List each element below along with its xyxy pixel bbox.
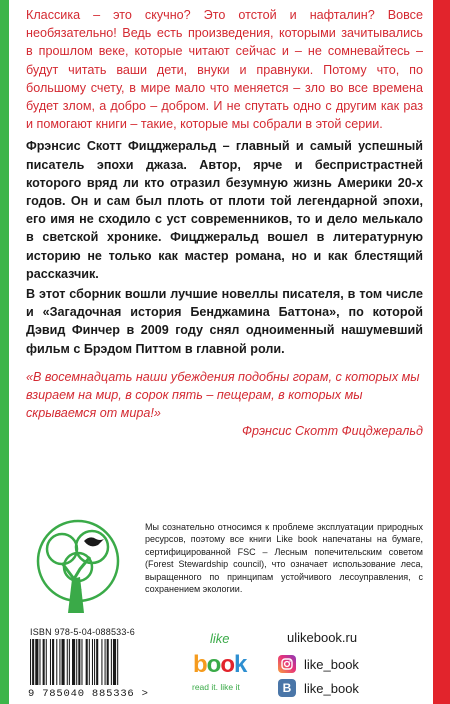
collection-description: В этот сборник вошли лучшие новеллы писателя, в том числе и «Загадочная история Бенджамина Баттона», по которой Дэвид Финчер в 2009 году снял одноименный нашумевший фильм с Брэдом Питтом в главной роли. — [26, 287, 423, 356]
barcode-bar — [111, 639, 112, 685]
barcode-bar — [35, 639, 38, 685]
logo-tagline: read it. like it — [192, 682, 240, 692]
vk-handle: like_book — [304, 680, 359, 696]
quote-author: Фрэнсис Скотт Фицджеральд — [241, 424, 423, 439]
barcode-bar — [86, 639, 88, 685]
logo-book-letter: o — [206, 651, 221, 678]
logo-like-word: like — [210, 631, 230, 646]
barcode-bar — [46, 639, 47, 685]
likebook-logo — [188, 627, 260, 699]
author-bio-paragraph: Фрэнсис Скотт Фицджеральд – главный и самый успешный писатель эпохи джаза. Автор, ярче и беспристрастней которого вряд ли кто отразил безумную жизнь Америки 20-х годов. Он и сам был плоть от плоти той легендарной эпохи, его имя не сходило с уст современников, то и дело мелькало в светской хронике. Фицджеральд вошел в литературную историю не только как мастер романа, но и как блестящий рассказчик. — [26, 139, 423, 281]
barcode-block — [28, 627, 180, 700]
barcode-bar — [69, 639, 70, 685]
fsc-tree-icon — [28, 517, 128, 615]
barcode-bar — [92, 639, 93, 685]
barcode-bar — [39, 639, 40, 685]
barcode-bar — [89, 639, 90, 685]
barcode-bar — [62, 639, 65, 685]
barcode-bar — [101, 639, 102, 685]
barcode-number: 9 785040 885336 > — [28, 688, 149, 700]
barcode-bar — [107, 639, 109, 685]
right-red-stripe — [433, 0, 450, 704]
barcode-image — [28, 639, 178, 687]
website-url: ulikebook.ru — [287, 630, 358, 645]
eco-statement: Мы сознательно относимся к проблеме эксплуатации природных ресурсов, поэтому все книги Like book напечатаны на бумаге, сертифицированной FSC – Лесным попечительским советом (Forest Stewardship council), что означает использование леса, выращенного по принципам устойчивого лесоуправления, с сохранением экологии. — [145, 522, 423, 595]
isbn-label: ISBN 978-5-04-088533-6 — [30, 627, 135, 637]
left-green-stripe — [0, 0, 9, 704]
barcode-bar — [81, 639, 82, 685]
barcode-bar — [78, 639, 80, 685]
barcode-bar — [94, 639, 95, 685]
author-quote: «В восемнадцать наши убеждения подобны горам, с которых мы взираем на мир, в сорок пять – пещерам, в которых мы скрываемся от мира!» — [26, 369, 420, 421]
barcode-bar — [30, 639, 31, 685]
barcode-bar — [76, 639, 77, 685]
barcode-bar — [72, 639, 75, 685]
barcode-bar — [59, 639, 60, 685]
vk-row — [278, 677, 359, 699]
barcode-bar — [50, 639, 51, 685]
barcode-bar — [117, 639, 118, 685]
instagram-handle: like_book — [304, 656, 359, 672]
barcode-bar — [96, 639, 98, 685]
back-cover-text — [26, 6, 423, 441]
vk-icon: В — [278, 679, 296, 697]
logo-book-letter: b — [193, 651, 207, 678]
barcode-bar — [43, 639, 45, 685]
barcode-bar — [113, 639, 116, 685]
barcode-bar — [56, 639, 57, 685]
barcode-bar — [32, 639, 34, 685]
intro-paragraph: Классика – это скучно? Это отстой и нафталин? Вовсе необязательно! Ведь есть произведения, которыми зачитывались в прошлом веке, которые читают сейчас и – не сомневайтесь – будут читать ваши дети, внуки и правнуки. Потому что, по большому счету, в мире мало что меняется – зло во все времена будет злом, а добро – добром. И не спутать одно с другим как раз и помогают книги – такие, которые мы собрали в этой серии. — [26, 8, 423, 132]
barcode-bar — [52, 639, 54, 685]
barcode-bar — [105, 639, 106, 685]
logo-book-letter: o — [220, 651, 235, 678]
logo-book-letter: k — [234, 651, 247, 678]
instagram-row — [278, 653, 359, 675]
instagram-icon — [278, 655, 296, 673]
logo-book-word — [193, 651, 246, 679]
barcode-bar — [67, 639, 68, 685]
